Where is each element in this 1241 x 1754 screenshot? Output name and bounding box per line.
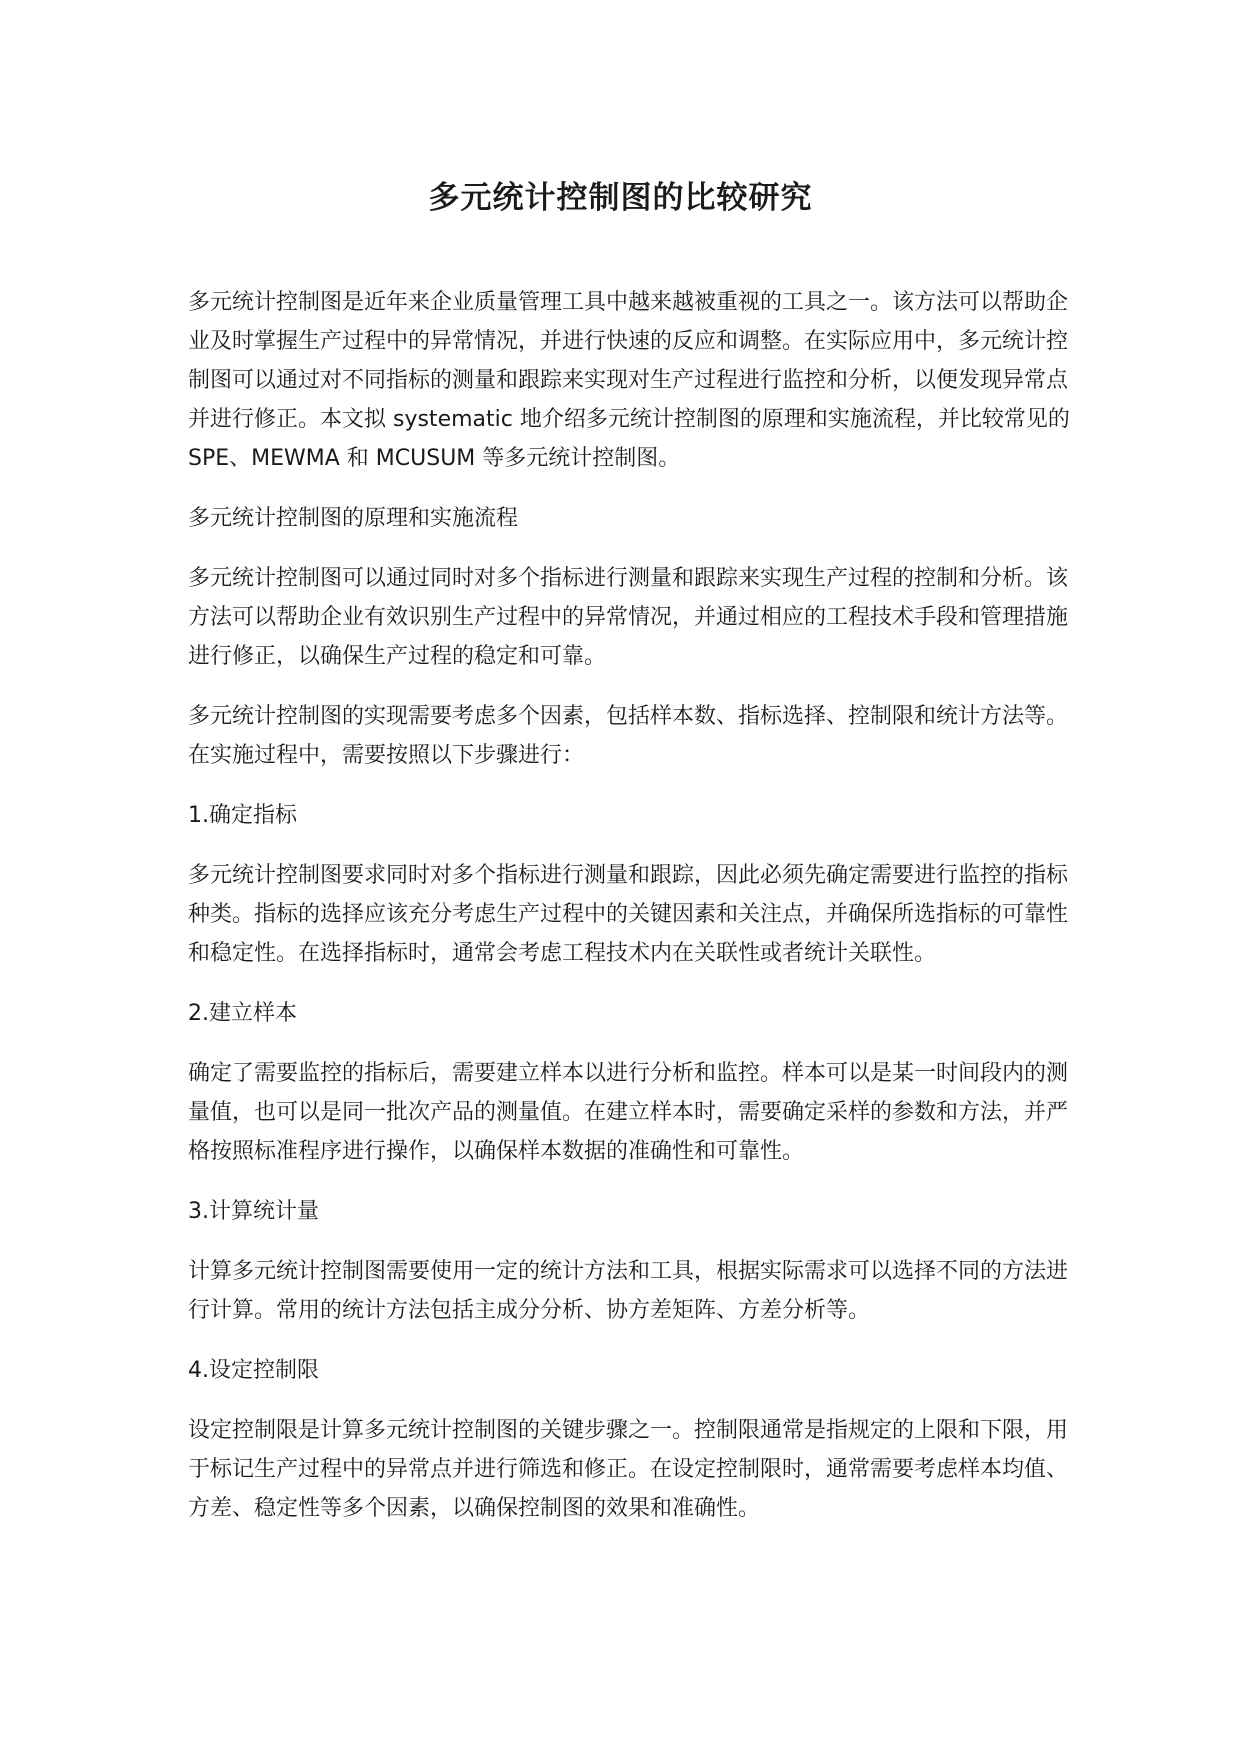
step1-paragraph: 多元统计控制图要求同时对多个指标进行测量和跟踪，因此必须先确定需要进行监控的指标种类。指标的选择应该充分考虑生产过程中的关键因素和关注点，并确保所选指标的可靠性和稳定性。在选择指标时，通常会考虑工程技术内在关联性或者统计关联性。 [188, 863, 1069, 966]
step4-heading: 4.设定控制限 [188, 1358, 319, 1383]
intro-paragraph: 多元统计控制图是近年来企业质量管理工具中越来越被重视的工具之一。该方法可以帮助企业及时掌握生产过程中的异常情况，并进行快速的反应和调整。在实际应用中，多元统计控制图可以通过对不同指标的测量和跟踪来实现对生产过程进行监控和分析，以便发现异常点并进行修正。本文拟 systematic 地介绍多元统计控制图的原理和实施流程，并比较常见的 SPE、MEWMA 和 MCUSUM 等多元统计控制图。 [188, 290, 1070, 471]
implementation-paragraph: 多元统计控制图的实现需要考虑多个因素，包括样本数、指标选择、控制限和统计方法等。在实施过程中，需要按照以下步骤进行： [188, 704, 1069, 768]
step1-heading: 1.确定指标 [188, 803, 297, 828]
document-body [188, 283, 1088, 1549]
principle-paragraph: 多元统计控制图可以通过同时对多个指标进行测量和跟踪来实现生产过程的控制和分析。该方法可以帮助企业有效识别生产过程中的异常情况，并通过相应的工程技术手段和管理措施进行修正，以确保生产过程的稳定和可靠。 [188, 566, 1069, 669]
step2-paragraph: 确定了需要监控的指标后，需要建立样本以进行分析和监控。样本可以是某一时间段内的测量值，也可以是同一批次产品的测量值。在建立样本时，需要确定采样的参数和方法，并严格按照标准程序进行操作，以确保样本数据的准确性和可靠性。 [188, 1061, 1069, 1164]
document-title: 多元统计控制图的比较研究 [428, 180, 813, 216]
step3-heading: 3.计算统计量 [188, 1199, 319, 1224]
section-heading: 多元统计控制图的原理和实施流程 [188, 506, 519, 531]
step2-heading: 2.建立样本 [188, 1001, 297, 1026]
step4-paragraph: 设定控制限是计算多元统计控制图的关键步骤之一。控制限通常是指规定的上限和下限，用于标记生产过程中的异常点并进行筛选和修正。在设定控制限时，通常需要考虑样本均值、方差、稳定性等多个因素，以确保控制图的效果和准确性。 [188, 1418, 1069, 1521]
step3-paragraph: 计算多元统计控制图需要使用一定的统计方法和工具，根据实际需求可以选择不同的方法进行计算。常用的统计方法包括主成分分析、协方差矩阵、方差分析等。 [188, 1259, 1069, 1323]
